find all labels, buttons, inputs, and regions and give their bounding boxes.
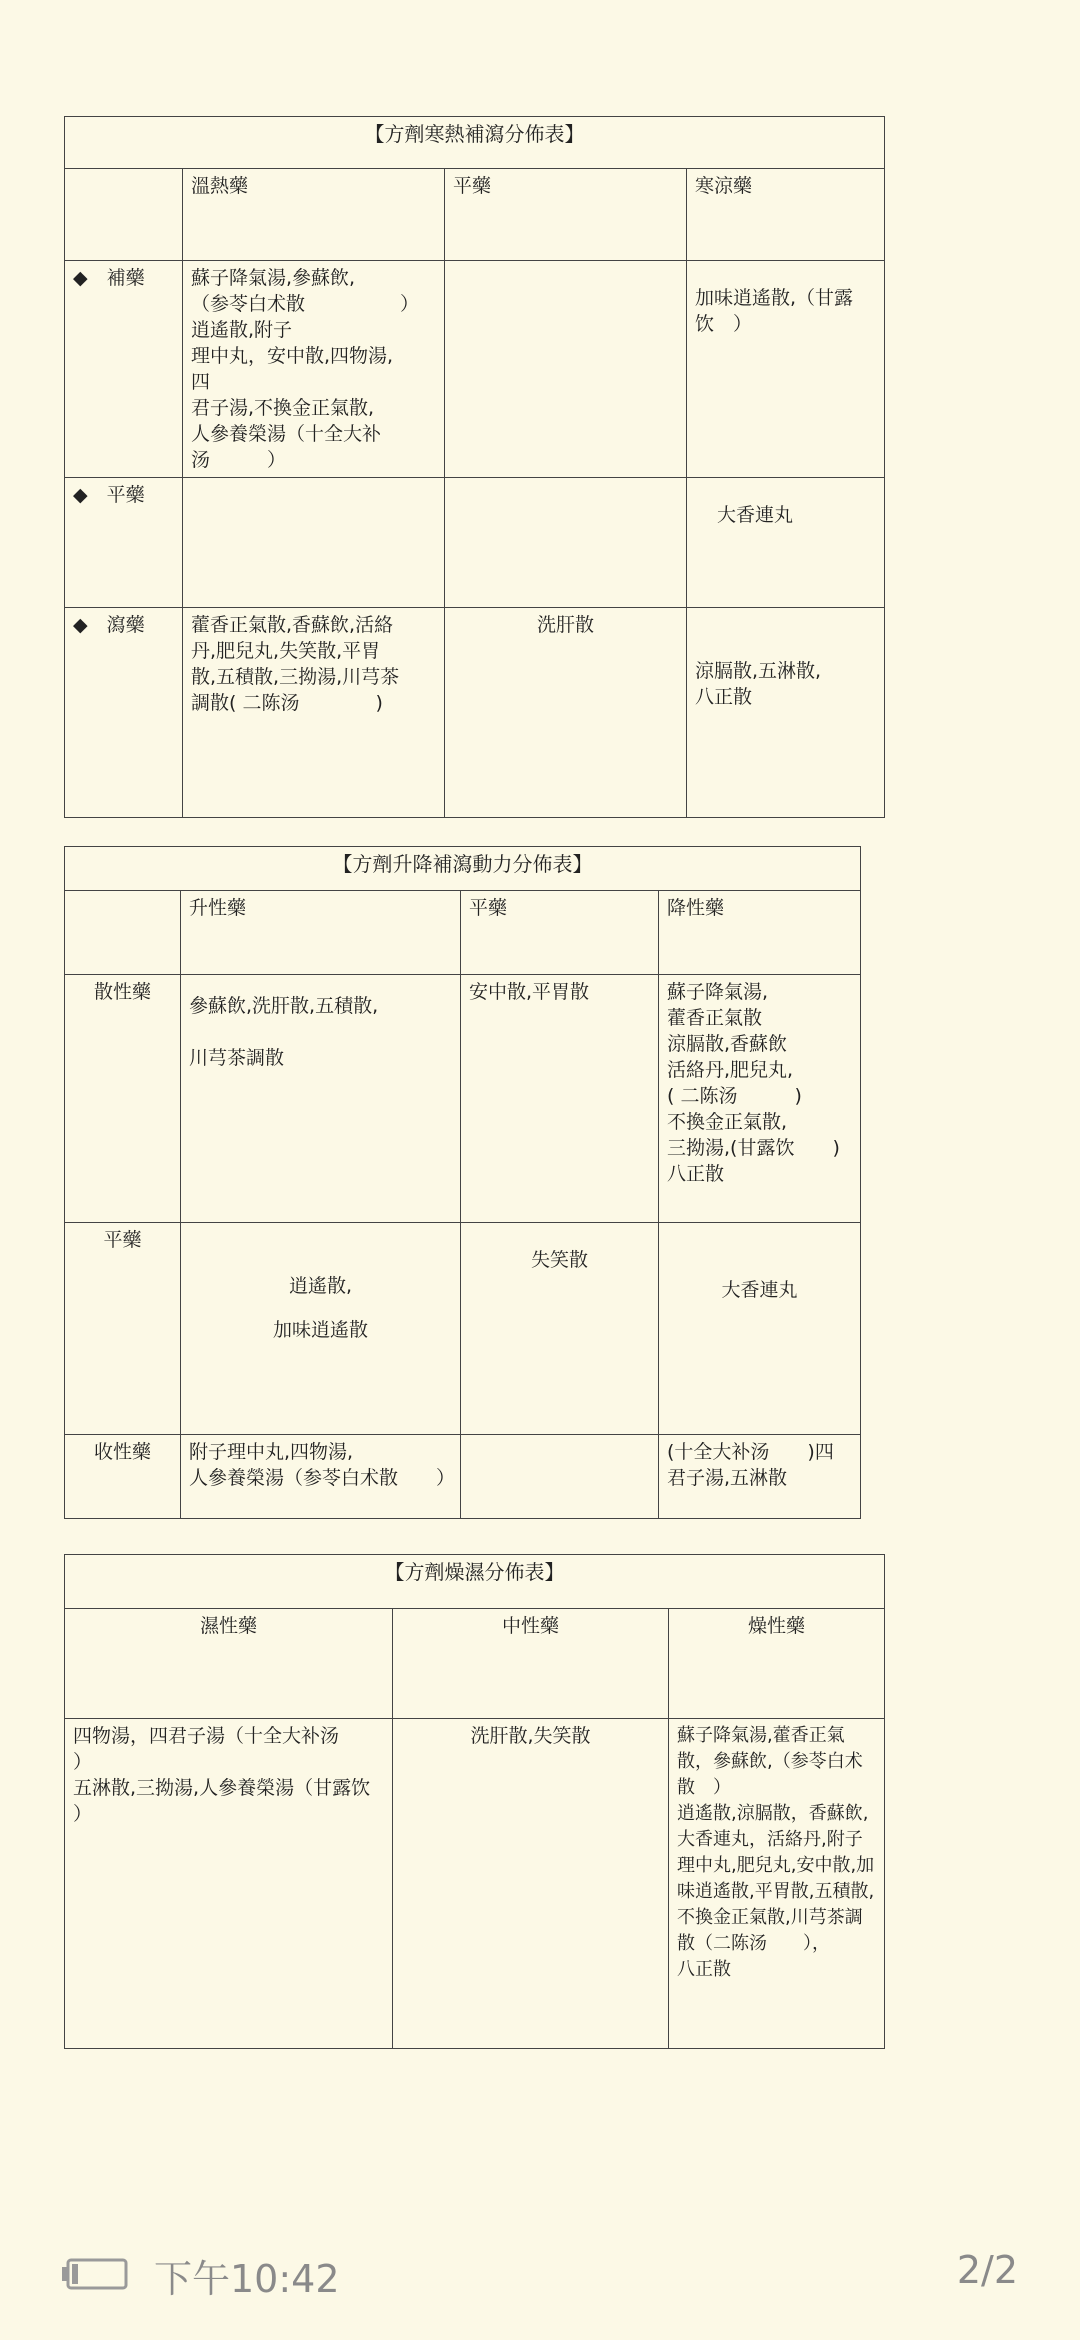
- cell-line: ( 二陈汤 ): [667, 1085, 802, 1107]
- table-cell: [659, 975, 861, 1223]
- cell-line: （参苓白术散 ）: [191, 293, 420, 315]
- table-cell: 洗肝散,失笑散: [393, 1719, 669, 2049]
- cell-line: (十全大补汤 )四君子湯,五淋散: [667, 1441, 834, 1489]
- cell-line: 逍遙散,涼膈散，香蘇飲,大香連丸，活絡丹,附子理中丸,肥兒丸,安中散,加味逍遙散,平胃散,五積散,不換金正氣散,川芎茶調散（二陈汤 ），: [677, 1803, 875, 1954]
- table-cell: [181, 1435, 461, 1519]
- cell-line: 八正散: [677, 1959, 731, 1980]
- cell-line: 四物湯，四君子湯（十全大补汤 ）: [73, 1725, 378, 1773]
- cell-line: 蘇子降氣湯,藿香正氣散，參蘇飲,（参苓白术散 ）: [677, 1725, 863, 1798]
- table-title: 【方劑升降補瀉動力分佈表】: [65, 847, 861, 891]
- cell-line: 散,五積散,三拗湯,川芎茶: [191, 666, 400, 688]
- table-cell: [445, 261, 687, 478]
- clock-time: 下午10:42: [154, 2257, 340, 2301]
- cell-line: 川芎茶調散: [189, 1047, 285, 1069]
- table-cell: 洗肝散: [445, 608, 687, 818]
- row-label: ◆ 瀉藥: [65, 608, 183, 818]
- ascend-descend-table: [64, 846, 861, 1519]
- reader-status-bar: [0, 2240, 1080, 2300]
- cell-line: 五淋散,三拗湯,人參養榮湯（甘露饮 ）: [73, 1777, 409, 1825]
- dry-damp-table: [64, 1554, 885, 2049]
- cell-line: 丹,肥兒丸,失笑散,平胃: [191, 640, 381, 662]
- cell-line: 八正散: [695, 686, 753, 708]
- cell-line: 參蘇飲,洗肝散,五積散,: [189, 995, 379, 1017]
- cell-line: 汤 ）: [191, 449, 287, 471]
- cell-line: 逍遙散,: [288, 1275, 353, 1297]
- header-cell: 寒涼藥: [687, 169, 885, 261]
- cell-line: 理中丸，安中散,四物湯,: [191, 345, 394, 367]
- table-cell: [183, 261, 445, 478]
- cell-line: 加味逍遙散: [272, 1319, 368, 1341]
- cold-hot-tonify-purge-table: [64, 116, 885, 818]
- table-cell: [669, 1719, 885, 2049]
- cell-line: 調散( 二陈汤 ): [191, 692, 383, 714]
- cell-line: 三拗湯,(甘露饮 ): [667, 1137, 840, 1159]
- cell-line: 大香連丸: [717, 504, 794, 526]
- table-title: 【方劑燥濕分佈表】: [65, 1555, 885, 1609]
- page-indicator: 2/2: [956, 2248, 1018, 2292]
- row-label: 平藥: [65, 1223, 181, 1435]
- table-cell: 失笑散: [461, 1223, 659, 1435]
- cell-line: 逍遙散,附子: [191, 319, 293, 341]
- cell-line: 涼膈散,香蘇飲: [667, 1033, 788, 1055]
- header-cell: 燥性藥: [669, 1609, 885, 1719]
- table-cell: [687, 261, 885, 478]
- cell-line: 藿香正氣散,香蘇飲,活絡: [191, 614, 394, 636]
- header-cell: 平藥: [461, 891, 659, 975]
- header-cell: [65, 169, 183, 261]
- cell-line: 四: [191, 371, 211, 393]
- header-cell: [65, 891, 181, 975]
- table-cell: [659, 1435, 861, 1519]
- cell-line: 蘇子降氣湯,: [667, 981, 769, 1003]
- table-cell: [183, 478, 445, 608]
- table-cell: [181, 975, 461, 1223]
- table-cell: [687, 478, 885, 608]
- cell-line: 君子湯,不換金正氣散,: [191, 397, 375, 419]
- table-cell: [445, 478, 687, 608]
- header-cell: 平藥: [445, 169, 687, 261]
- header-cell: 升性藥: [181, 891, 461, 975]
- cell-line: 八正散: [667, 1163, 725, 1185]
- cell-line: 加味逍遙散,（甘露饮 ）: [695, 287, 854, 335]
- table-cell: [181, 1223, 461, 1435]
- row-label: ◆ 平藥: [65, 478, 183, 608]
- table-cell: 安中散,平胃散: [461, 975, 659, 1223]
- table-cell: [687, 608, 885, 818]
- header-cell: 濕性藥: [65, 1609, 393, 1719]
- header-cell: 中性藥: [393, 1609, 669, 1719]
- cell-line: 人參養榮湯（十全大补: [191, 423, 382, 445]
- cell-line: 大香連丸: [721, 1279, 798, 1301]
- cell-line: 涼膈散,五淋散,: [695, 660, 822, 682]
- table-title: 【方劑寒熱補瀉分佈表】: [65, 117, 885, 169]
- table-cell: [659, 1223, 861, 1435]
- header-cell: 溫熱藥: [183, 169, 445, 261]
- row-label: 散性藥: [65, 975, 181, 1223]
- cell-line: 活絡丹,肥兒丸,: [667, 1059, 794, 1081]
- row-label: ◆ 補藥: [65, 261, 183, 478]
- cell-line: 藿香正氣散: [667, 1007, 763, 1029]
- table-cell: [65, 1719, 409, 2049]
- cell-line: [189, 1019, 452, 1045]
- battery-icon: [62, 2258, 128, 2290]
- table-cell: [461, 1435, 659, 1519]
- row-label: 收性藥: [65, 1435, 181, 1519]
- table-cell: [183, 608, 445, 818]
- cell-line: 不換金正氣散,: [667, 1111, 788, 1133]
- cell-line: 附子理中丸,四物湯,: [189, 1441, 354, 1463]
- cell-line: 蘇子降氣湯,參蘇飲,: [191, 267, 356, 289]
- header-cell: 降性藥: [659, 891, 861, 975]
- cell-line: 人參養榮湯（参苓白术散 ）: [189, 1467, 456, 1489]
